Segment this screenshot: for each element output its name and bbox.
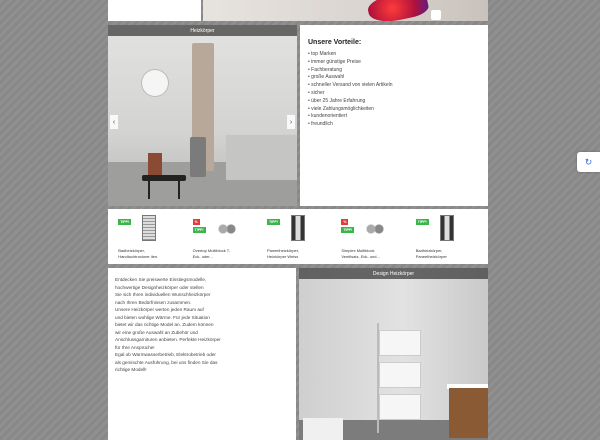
- vorteil-item: • kundenorientiert: [308, 113, 480, 121]
- sale-badge: %: [194, 220, 198, 224]
- product-name[interactable]: Badheizkörper, Handtuchtrockner ilen.: [118, 248, 159, 259]
- top-banner-image[interactable]: [203, 0, 488, 21]
- description-line: Entdecken Sie preiswerte Einstiegsmodelle,: [115, 277, 207, 282]
- vorteil-item: • top Marken: [308, 51, 480, 59]
- product-image[interactable]: [114, 213, 184, 243]
- heizkoerper-slider[interactable]: [108, 25, 297, 206]
- tipp-badge: TIPP!: [120, 220, 130, 224]
- product-image[interactable]: [337, 213, 407, 243]
- product-strip: [108, 209, 488, 264]
- vorteil-item: • Fachberatung: [308, 67, 480, 75]
- decor-box: [148, 153, 162, 175]
- product-image[interactable]: [189, 213, 259, 243]
- wooden-shelf: [449, 388, 488, 438]
- sale-badge: %: [343, 220, 347, 224]
- product-name[interactable]: Simplex Multiblock Ventilsatz, Eck- und...: [341, 248, 380, 259]
- description-line: für Ihre Ansprüche!: [115, 344, 155, 350]
- bathtub: [226, 135, 297, 180]
- valve-fitting-icon: [217, 221, 237, 237]
- towel: [190, 137, 206, 177]
- product-card[interactable]: [189, 213, 259, 260]
- bath-radiator-icon: [440, 215, 454, 241]
- slider-prev-button[interactable]: ‹: [110, 115, 118, 129]
- description-line: Egal ob Warmwasserbetrieb, Elektrobetrieb oder: [115, 352, 216, 357]
- description-line: richtige Modell!: [115, 367, 147, 372]
- radiator-panel: [379, 330, 421, 356]
- stool-leg: [148, 181, 150, 199]
- product-card[interactable]: [114, 213, 184, 260]
- banner-marker: [431, 10, 441, 20]
- vorteil-item: • schneller Versand von vielen Artikeln: [308, 82, 480, 90]
- radiator-panel: [379, 362, 421, 388]
- towel-stack: [303, 418, 343, 440]
- slider-next-button[interactable]: ›: [287, 115, 295, 129]
- description-line: Unsere Heizkörper werten jeden Raum auf: [115, 307, 204, 312]
- tipp-badge: TIPP!: [194, 228, 204, 232]
- product-card[interactable]: [412, 213, 482, 260]
- vorteile-heading: Unsere Vorteile:: [308, 39, 362, 46]
- slider-title: Heizkörper: [108, 25, 297, 36]
- product-name[interactable]: Paneelheizkörper, Heizkörper Weiss: [266, 248, 299, 259]
- description-text-box: [108, 268, 296, 440]
- vorteile-list: [308, 51, 480, 129]
- recaptcha-icon[interactable]: ↻: [577, 152, 600, 172]
- description-line: wir eine große Auswahl an Zubehör und: [115, 329, 198, 335]
- product-image[interactable]: [263, 213, 333, 243]
- round-mirror: [142, 70, 168, 96]
- description-line: hochwertige Designheizkörper oder stellen: [115, 284, 204, 290]
- design-heizkoerper-banner[interactable]: [299, 268, 488, 440]
- description-line: Anschlussgarnituren anbieten. Perfekte Heizkörper: [115, 337, 221, 342]
- vorteil-item: • viele Zahlungsmöglichkeiten: [308, 106, 480, 114]
- description-line: bietet wir das richtige Model an. Zudem können: [115, 322, 214, 327]
- design-title: Design Heizkörper: [299, 268, 488, 279]
- tipp-badge: TIPP!: [268, 220, 278, 224]
- product-image[interactable]: [412, 213, 482, 243]
- product-name[interactable]: Badheizkörper, Paneelheizkörper: [415, 248, 447, 259]
- description-line: und bieten wohlige Wärme. Für jede Situation: [115, 314, 210, 320]
- top-left-banner: [108, 0, 201, 21]
- vorteil-item: • große Auswahl: [308, 74, 480, 82]
- product-name[interactable]: Overtop Multiblock T, Eck- oder...: [192, 248, 230, 259]
- radiator-panel: [379, 394, 421, 420]
- product-card[interactable]: [337, 213, 407, 260]
- towel-radiator-icon: [142, 215, 156, 241]
- vorteil-item: • sicher: [308, 90, 480, 98]
- description-line: als gemischte Ausführung, bei uns finden Sie das: [115, 359, 218, 365]
- panel-radiator-icon: [291, 215, 305, 241]
- vorteil-item: • freundlich: [308, 121, 480, 129]
- tipp-badge: TIPP!: [343, 228, 353, 232]
- tipp-badge: TIPP!: [417, 220, 427, 224]
- vorteile-box: [300, 25, 488, 206]
- vorteil-item: • immer günstige Preise: [308, 59, 480, 67]
- description-line: Sie sich Ihren individuellen Wunschheizkörper: [115, 292, 211, 297]
- stool-leg: [178, 181, 180, 199]
- valve-set-icon: [365, 221, 385, 237]
- banner-graphic: [366, 0, 430, 21]
- description-line: nach Ihren Bedürfnissen zusammen.: [115, 299, 192, 305]
- product-card[interactable]: [263, 213, 333, 260]
- page-content: [108, 0, 488, 440]
- vorteil-item: • über 25 Jahre Erfahrung: [308, 98, 480, 106]
